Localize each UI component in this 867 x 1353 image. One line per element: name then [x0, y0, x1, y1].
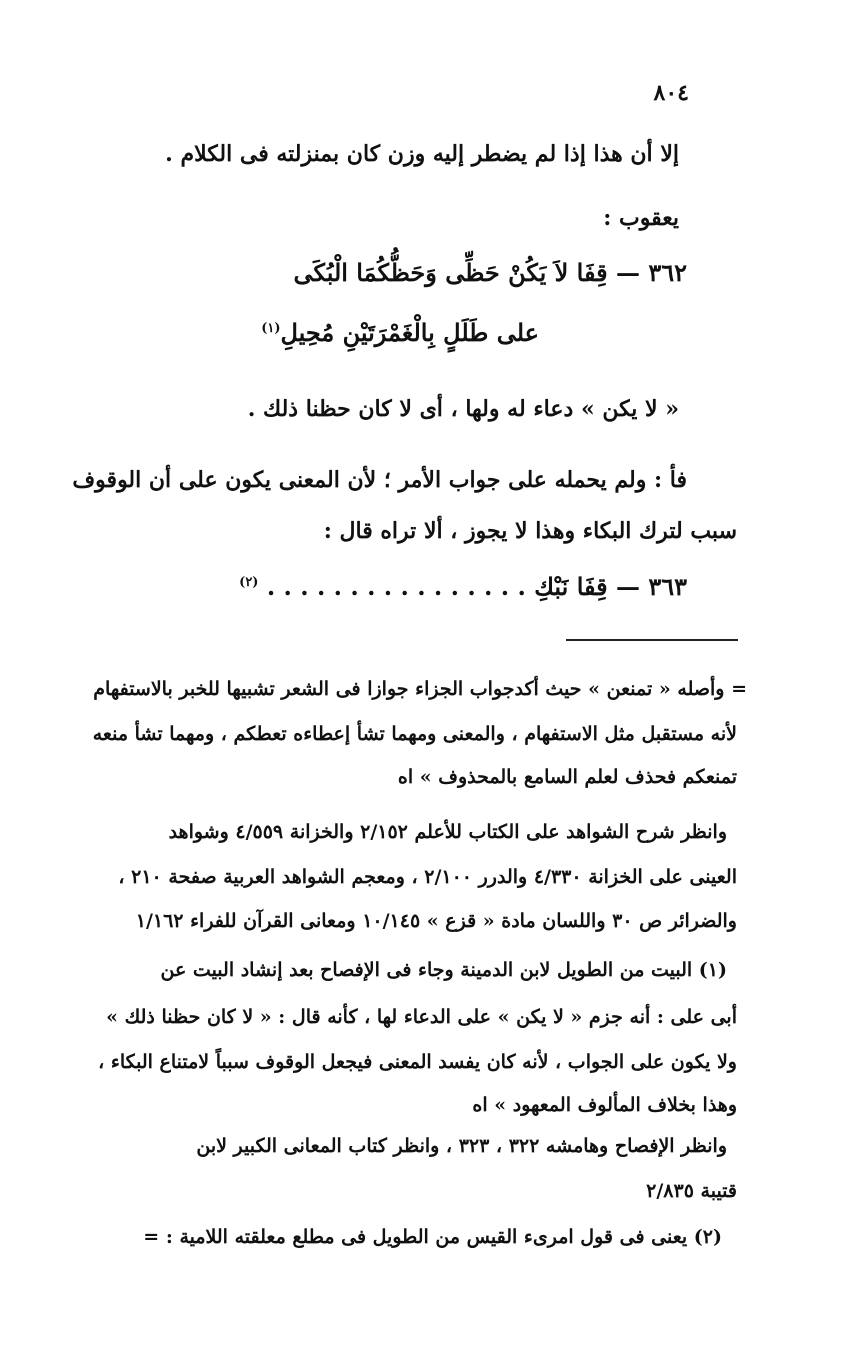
verse-362-second-hemistich	[261, 318, 539, 347]
footnote-1: (١) البيت من الطويل لابن الدمينة وجاء فى الإفصاح بعد إنشاد البيت عن	[160, 959, 727, 981]
footnote-line: قتيبة ٢/٨٣٥	[646, 1180, 737, 1202]
footnote-line: لأنه مستقبل مثل الاستفهام ، والمعنى ومهما تشأ إعطاءه تعطكم ، ومهما تشأ منعه	[92, 723, 737, 745]
page-number: ٨٠٤	[653, 80, 689, 106]
footnote-mark-2: (٢)	[239, 575, 259, 590]
verse-363	[239, 572, 687, 601]
body-line-6: فأ : ولم يحمله على جواب الأمر ؛ لأن المعنى يكون على أن الوقوف	[72, 467, 687, 493]
footnote-line: وانظر الإفصاح وهامشه ٣٢٢ ، ٣٢٣ ، وانظر كتاب المعانى الكبير لابن	[196, 1135, 727, 1157]
verse-363-text: ٣٦٣ — قِفَا نَبْكِ . . . . . . . . . . . . . . . .	[266, 572, 687, 601]
footnote-line: وانظر شرح الشواهد على الكتاب للأعلم ٢/١٥٢ والخزانة ٤/٥٥٩ وشواهد	[168, 821, 727, 843]
body-line-5: « لا يكن » دعاء له ولها ، أى لا كان حظنا ذلك .	[247, 396, 679, 422]
footnote-mark-1: (١)	[261, 321, 281, 336]
body-line-7: سبب لترك البكاء وهذا لا يجوز ، ألا تراه قال :	[323, 518, 737, 544]
footnote-separator	[566, 639, 738, 641]
footnote-line: = وأصله « تمنعن » حيث أكدجواب الجزاء جوازا فى الشعر تشبيها للخبر بالاستفهام	[93, 678, 747, 700]
footnote-line: أبى على : أنه جزم « لا يكن » على الدعاء لها ، كأنه قال : « لا كان حظنا ذلك »	[106, 1006, 737, 1028]
body-line-2: يعقوب :	[603, 205, 679, 231]
footnote-line: ولا يكون على الجواب ، لأنه كان يفسد المعنى فيجعل الوقوف سبباً لامتناع البكاء ،	[98, 1051, 737, 1073]
verse-362-second-hemistich-text: على طَلَلٍ بِالْغَمْرَتَيْنِ مُحِيلِ	[280, 318, 539, 347]
footnote-line: والضرائر ص ٣٠ واللسان مادة « قزع » ١٠/١٤٥ ومعانى القرآن للفراء ١/١٦٢	[135, 910, 737, 932]
footnote-line: وهذا بخلاف المألوف المعهود » اه	[472, 1094, 737, 1116]
body-line-1: إلا أن هذا إذا لم يضطر إليه وزن كان بمنزلته فى الكلام .	[165, 141, 679, 167]
footnote-line: العينى على الخزانة ٤/٣٣٠ والدرر ٢/١٠٠ ، ومعجم الشواهد العربية صفحة ٢١٠ ،	[118, 866, 737, 888]
verse-362-first-hemistich: ٣٦٢ — قِفَا لاَ يَكُنْ حَظِّى وَحَظُّكُمَا الْبُكَى	[293, 258, 687, 287]
footnote-2: (٢) يعنى فى قول امرىء القيس من الطويل فى مطلع معلقته اللامية : =	[143, 1226, 722, 1248]
footnote-line: تمنعكم فحذف لعلم السامع بالمحذوف » اه	[397, 766, 737, 788]
